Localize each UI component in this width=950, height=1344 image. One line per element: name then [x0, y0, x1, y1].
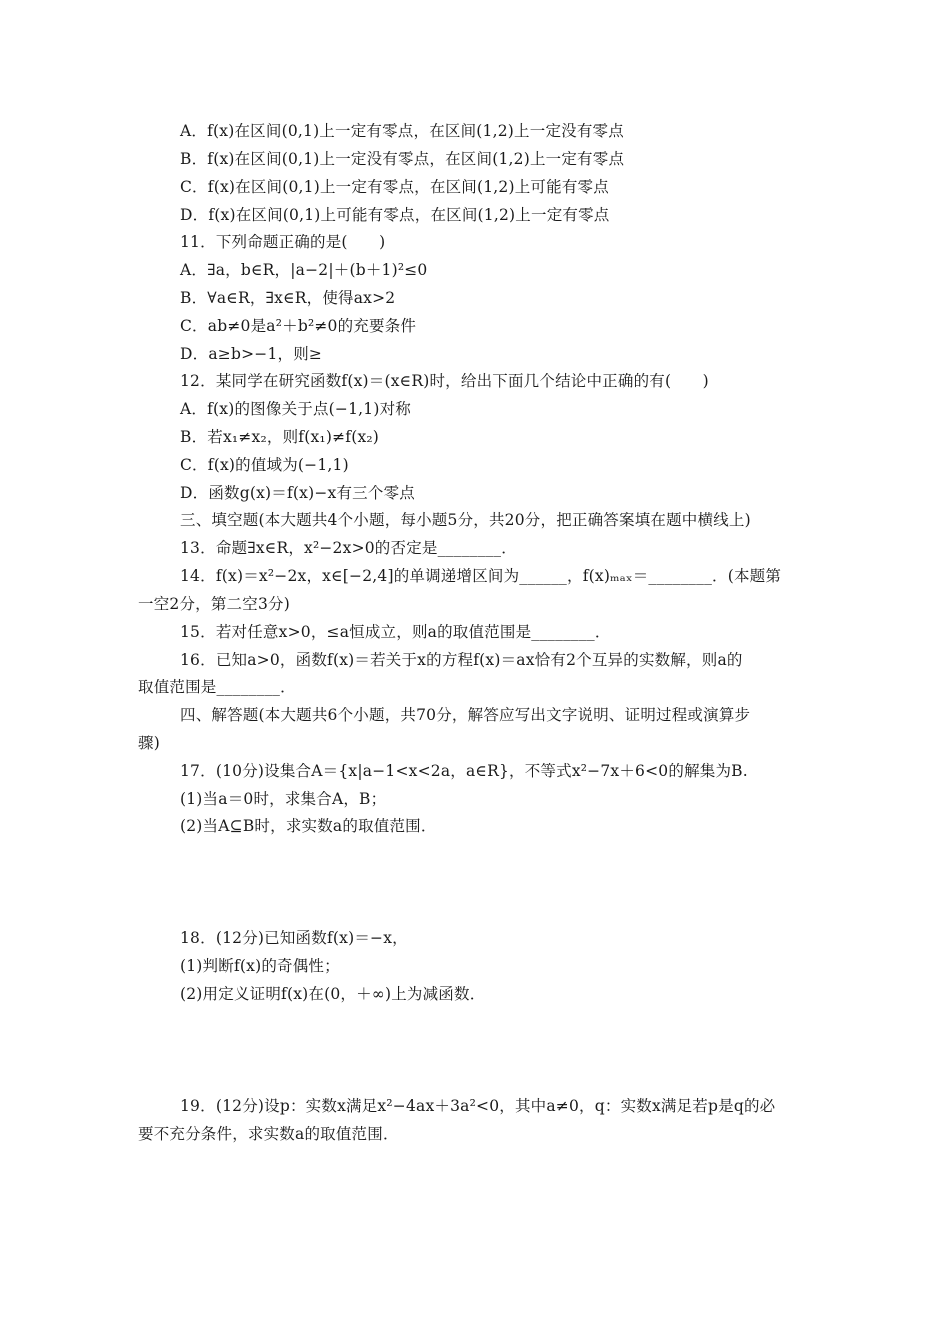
q11-stem: 11．下列命题正确的是( )	[180, 233, 386, 251]
q16-line-2: 取值范围是________．	[138, 678, 296, 696]
q11-option-d: D．a≥b>−1，则≥	[180, 345, 323, 363]
q12-option-a: A．f(x)的图像关于点(−1,1)对称	[180, 400, 411, 418]
section-3-heading: 三、填空题(本大题共4个小题，每小题5分，共20分，把正确答案填在题中横线上)	[180, 511, 751, 529]
q17-part-2: (2)当A⊆B时，求实数a的取值范围．	[180, 817, 437, 835]
q14-line-2: 一空2分，第二空3分)	[138, 595, 290, 613]
q11-option-a: A．∃a，b∈R，|a−2|＋(b＋1)²≤0	[180, 261, 428, 279]
q12-stem: 12．某同学在研究函数f(x)＝(x∈R)时，给出下面几个结论中正确的有( )	[180, 372, 709, 390]
q18-part-1: (1)判断f(x)的奇偶性；	[180, 957, 340, 975]
q11-option-b: B．∀a∈R，∃x∈R，使得ax>2	[180, 289, 396, 307]
q17-part-1: (1)当a＝0时，求集合A，B；	[180, 790, 387, 808]
q16-line-1: 16．已知a>0，函数f(x)＝若关于x的方程f(x)＝ax恰有2个互异的实数解，则a的	[180, 651, 743, 669]
section-4-heading-cont: 骤)	[138, 734, 160, 752]
q18-part-2: (2)用定义证明f(x)在(0，＋∞)上为减函数．	[180, 985, 486, 1003]
q10-option-d: D．f(x)在区间(0,1)上可能有零点，在区间(1,2)上一定有零点	[180, 206, 610, 224]
section-4-heading: 四、解答题(本大题共6个小题，共70分，解答应写出文字说明、证明过程或演算步	[180, 706, 751, 724]
q13: 13．命题∃x∈R，x²−2x>0的否定是________．	[180, 539, 517, 557]
q11-option-c: C．ab≠0是a²＋b²≠0的充要条件	[180, 317, 417, 335]
q10-option-c: C．f(x)在区间(0,1)上一定有零点，在区间(1,2)上可能有零点	[180, 178, 609, 196]
q12-option-d: D．函数g(x)＝f(x)−x有三个零点	[180, 484, 415, 502]
q10-option-b: B．f(x)在区间(0,1)上一定没有零点，在区间(1,2)上一定有零点	[180, 150, 625, 168]
q12-option-b: B．若x₁≠x₂，则f(x₁)≠f(x₂)	[180, 428, 380, 446]
q12-option-c: C．f(x)的值域为(−1,1)	[180, 456, 349, 474]
q19-line-1: 19．(12分)设p：实数x满足x²−4ax＋3a²<0，其中a≠0，q：实数x满足若p是q的必	[180, 1097, 776, 1115]
q17-stem: 17．(10分)设集合A＝{x|a−1<x<2a，a∈R}，不等式x²−7x＋6<0的解集为B.	[180, 762, 748, 780]
q14-line-1: 14．f(x)＝x²−2x，x∈[−2,4]的单调递增区间为______，f(x)ₘₐₓ＝________．(本题第	[180, 567, 782, 585]
q15: 15．若对任意x>0，≤a恒成立，则a的取值范围是________．	[180, 623, 611, 641]
q18-stem: 18．(12分)已知函数f(x)＝−x，	[180, 929, 408, 947]
q19-line-2: 要不充分条件，求实数a的取值范围．	[138, 1125, 399, 1143]
q10-option-a: A．f(x)在区间(0,1)上一定有零点，在区间(1,2)上一定没有零点	[180, 122, 624, 140]
